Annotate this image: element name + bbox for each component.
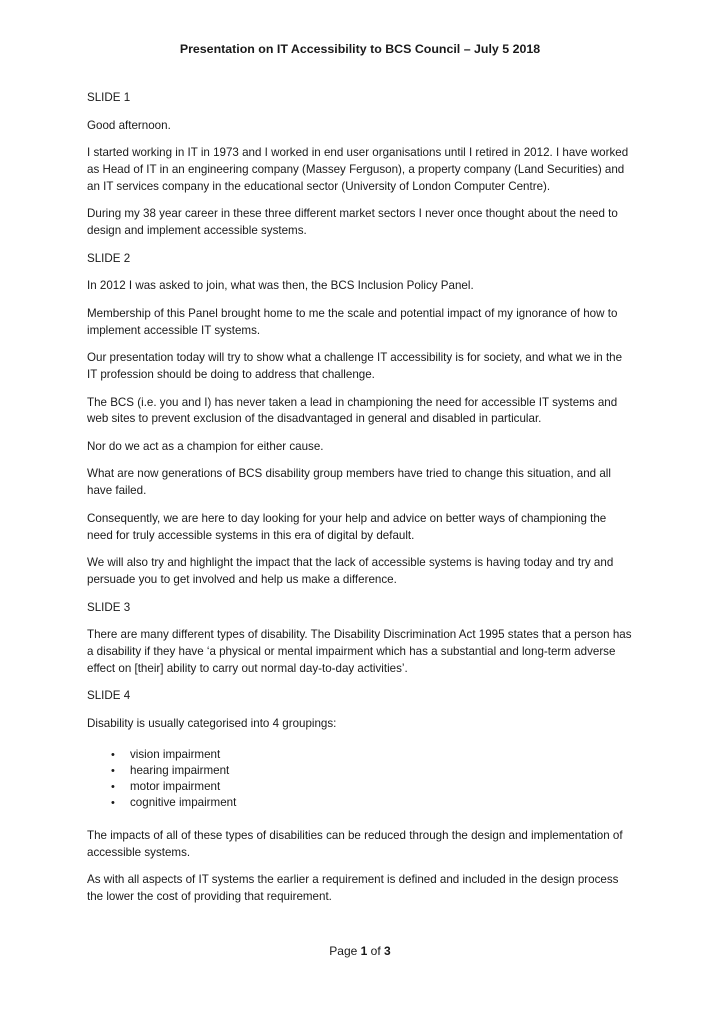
document-title: Presentation on IT Accessibility to BCS Council – July 5 2018 — [179, 42, 541, 56]
current-page-number: 1 — [360, 944, 368, 958]
list-item: • vision impairment — [87, 747, 635, 763]
list-item: • motor impairment — [87, 779, 635, 795]
paragraph: Disability is usually categorised into 4 groupings: — [87, 716, 337, 730]
paragraph: The impacts of all of these types of disabilities can be reduced through the design and implementation of accessible systems. — [87, 828, 623, 859]
slide-heading: SLIDE 1 — [87, 91, 131, 104]
paragraph: Our presentation today will try to show what a challenge IT accessibility is for society, and what we in the IT profession should be doing to address that challenge. — [87, 351, 623, 382]
paragraph: The BCS (i.e. you and I) has never taken a lead in championing the need for accessible IT systems and web sites to prevent exclusion of the disadvantaged in general and disabled in particular. — [87, 395, 618, 426]
slide-heading: SLIDE 2 — [87, 251, 131, 265]
page-label: Page — [329, 944, 361, 958]
slide-heading: SLIDE 3 — [87, 600, 131, 614]
paragraph: During my 38 year career in these three different market sectors I never once thought about the need to design and implement accessible systems. — [87, 207, 618, 238]
total-page-number: 3 — [384, 944, 391, 958]
bullet-list-container — [87, 747, 635, 812]
list-item: • cognitive impairment — [87, 795, 635, 811]
page-footer — [0, 944, 720, 958]
page-separator: of — [367, 944, 385, 958]
list-item: • hearing impairment — [87, 763, 635, 779]
slide-heading: SLIDE 4 — [87, 689, 131, 703]
paragraph: There are many different types of disability. The Disability Discrimination Act 1995 states that a person has a disability if they have ‘a physical or mental impairment which has a substantial and long-term adverse effect on [their] ability to carry out normal day-to-day activities’. — [87, 628, 632, 675]
paragraph: Membership of this Panel brought home to me the scale and potential impact of my ignorance of how to implement accessible IT systems. — [87, 306, 618, 337]
bullet-list — [87, 747, 635, 812]
document-body — [87, 90, 635, 917]
paragraph: Nor do we act as a champion for either cause. — [87, 439, 324, 453]
paragraph: As with all aspects of IT systems the earlier a requirement is defined and included in the design process the lower the cost of providing that requirement. — [87, 873, 619, 903]
paragraph: We will also try and highlight the impact that the lack of accessible systems is having today and try and persuade you to get involved and help us make a difference. — [87, 556, 614, 587]
paragraph: In 2012 I was asked to join, what was then, the BCS Inclusion Policy Panel. — [87, 279, 474, 293]
paragraph: Consequently, we are here to day looking for your help and advice on better ways of championing the need for truly accessible systems in this era of digital by default. — [87, 511, 607, 542]
paragraph: Good afternoon. — [87, 118, 171, 132]
paragraph: What are now generations of BCS disability group members have tried to change this situation, and all have failed. — [87, 467, 611, 498]
paragraph: I started working in IT in 1973 and I worked in end user organisations until I retired in 2012. I have worked as Head of IT in an engineering company (Massey Ferguson), a property company (Land Securities) and an IT services company in the educational sector (University of London Computer Centre). — [87, 146, 629, 193]
